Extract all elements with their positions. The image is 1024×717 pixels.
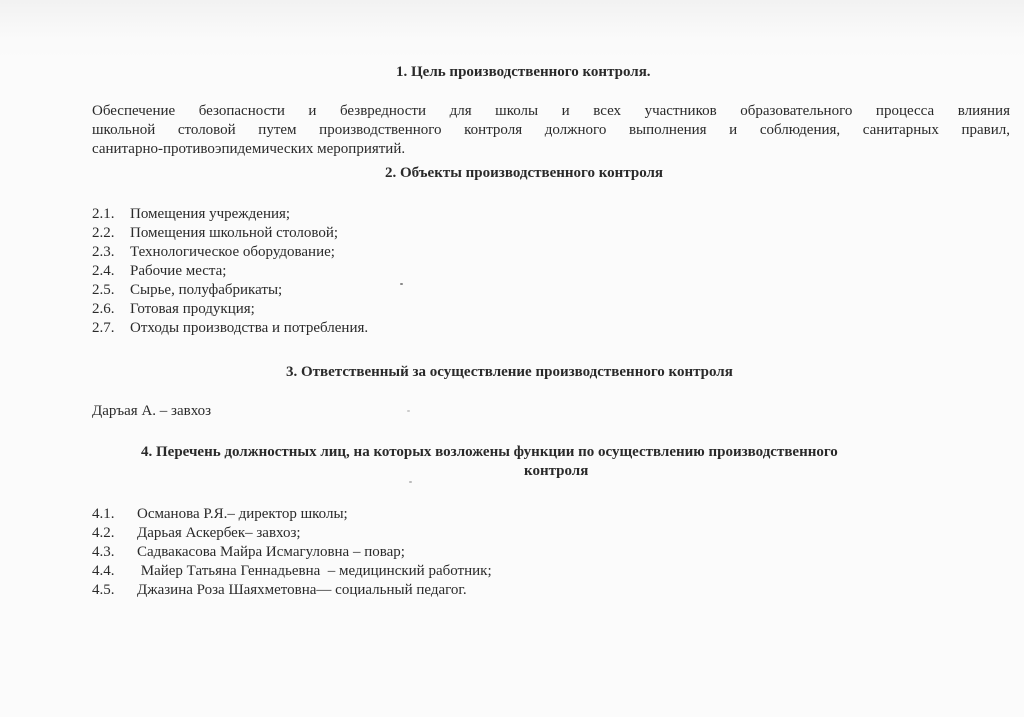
item-number: 4.5. <box>92 582 115 598</box>
item-number: 2.6. <box>92 301 115 317</box>
scan-speck <box>407 410 410 412</box>
section1-paragraph <box>92 102 1010 159</box>
item-text: Технологическое оборудование; <box>130 244 335 260</box>
item-text: Майер Татьяна Геннадьевна – медицинский работник; <box>137 563 492 579</box>
officials-list <box>92 505 492 600</box>
item-number: 4.2. <box>92 525 115 541</box>
item-number: 2.4. <box>92 263 115 279</box>
item-text: Садвакасова Майра Исмагуловна – повар; <box>137 544 405 560</box>
paragraph-line: Обеспечение безопасности и безвредности для школы и всех участников образовательного процесса влияния <box>92 103 1010 119</box>
item-number: 4.3. <box>92 544 115 560</box>
responsible-person: Даръая А. – завхоз <box>92 403 212 419</box>
item-number: 2.3. <box>92 244 115 260</box>
list-item <box>92 562 492 581</box>
item-text: Сырье, полуфабрикаты; <box>130 282 283 298</box>
item-text: Отходы производства и потребления. <box>130 320 369 336</box>
list-item <box>92 262 368 281</box>
scan-speck <box>400 283 403 285</box>
list-item <box>92 581 492 600</box>
item-number: 4.4. <box>92 563 115 579</box>
list-item <box>92 224 368 243</box>
item-text: Помещения учреждения; <box>130 206 291 222</box>
list-item <box>92 543 492 562</box>
item-text: Помещения школьной столовой; <box>130 225 339 241</box>
section2-title: 2. Объекты производственного контроля <box>385 165 664 181</box>
item-text: Готовая продукция; <box>130 301 255 317</box>
objects-list <box>92 205 368 338</box>
list-item <box>92 505 492 524</box>
section4-title-line1: 4. Перечень должностных лиц, на которых возложены функции по осуществлению производственного <box>141 444 838 460</box>
item-number: 2.1. <box>92 206 115 222</box>
list-item <box>92 205 368 224</box>
item-text: Джазина Роза Шаяхметовна— социальный педагог. <box>137 582 467 598</box>
list-item <box>92 243 368 262</box>
scan-speck <box>409 481 412 483</box>
list-item <box>92 281 368 300</box>
item-number: 2.5. <box>92 282 115 298</box>
scan-artifact <box>0 0 1024 60</box>
list-item <box>92 319 368 338</box>
paragraph-line: санитарно-противоэпидемических мероприятий. <box>92 141 406 157</box>
item-number: 4.1. <box>92 506 115 522</box>
item-number: 2.7. <box>92 320 115 336</box>
item-text: Османова Р.Я.– директор школы; <box>137 506 348 522</box>
section4-title-line2: контроля <box>524 463 589 479</box>
section3-title: 3. Ответственный за осуществление производственного контроля <box>286 364 733 380</box>
list-item <box>92 524 492 543</box>
item-text: Рабочие места; <box>130 263 227 279</box>
section1-title: 1. Цель производственного контроля. <box>396 64 651 80</box>
paragraph-line: школьной столовой путем производственного контроля должного выполнения и соблюдения, санитарных правил, <box>92 122 1010 138</box>
item-number: 2.2. <box>92 225 115 241</box>
item-text: Дарьая Аскербек– завхоз; <box>137 525 301 541</box>
list-item <box>92 300 368 319</box>
